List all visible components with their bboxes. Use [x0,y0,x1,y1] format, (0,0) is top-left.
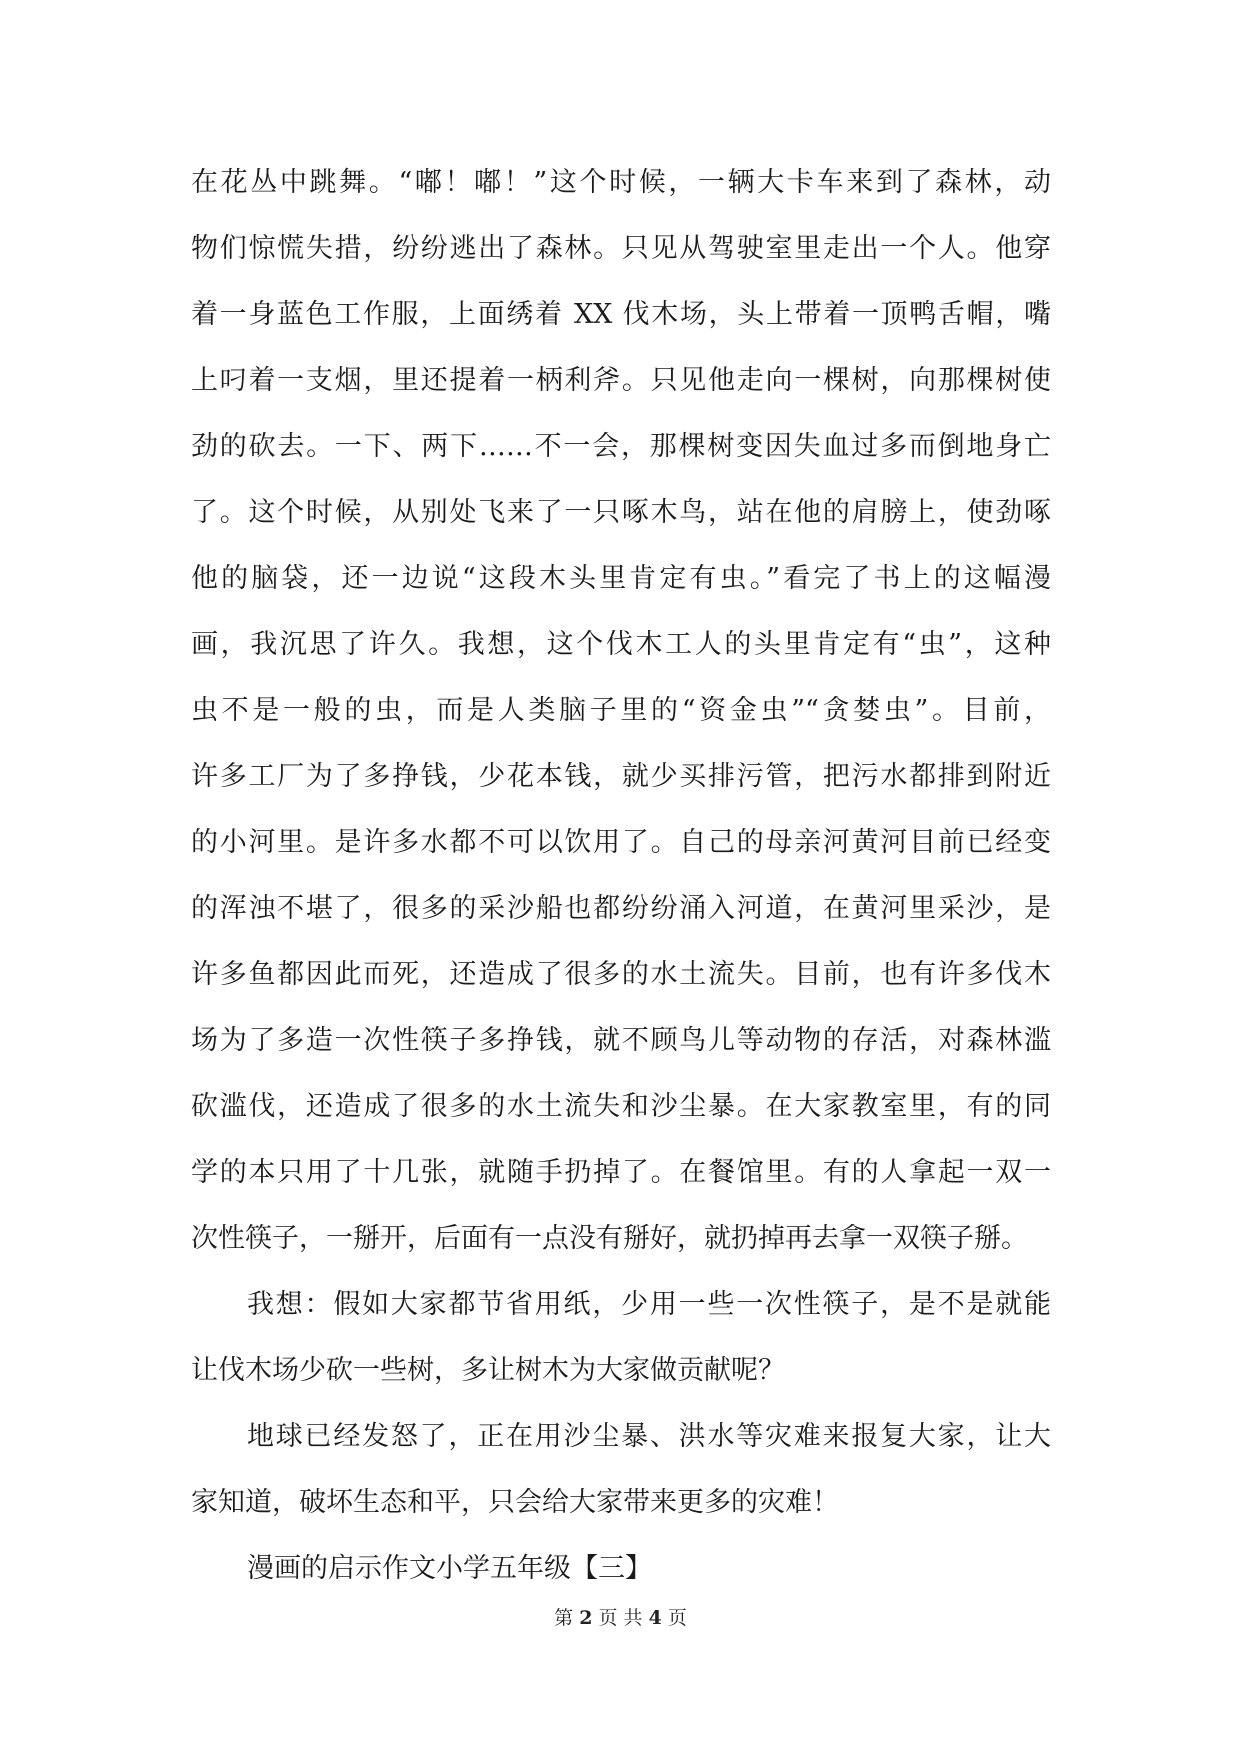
footer-middle: 页 共 [592,1607,649,1629]
total-page-count: 4 [648,1607,662,1629]
text-line: 地球已经发怒了，正在用沙尘暴、洪水等灾难来报复大家，让大 [247,1421,1051,1452]
text-line: 的小河里。是许多水都不可以饮用了。自己的母亲河黄河目前已经变 [191,827,1051,858]
text-line: 上叼着一支烟，里还提着一柄利斧。只见他走向一棵树，向那棵树使 [191,365,1051,396]
footer-suffix: 页 [661,1607,687,1629]
text-line: 许多鱼都因此而死，还造成了很多的水土流失。目前，也有许多伐木 [191,959,1051,990]
footer-prefix: 第 [554,1607,580,1629]
body-text [191,150,1051,1602]
text-line: 学的本只用了十几张，就随手扔掉了。在餐馆里。有的人拿起一双一 [191,1157,1051,1188]
text-line: 画，我沉思了许久。我想，这个伐木工人的头里肯定有“虫”，这种 [191,629,1051,660]
text-line: 家知道，破坏生态和平，只会给大家带来更多的灾难！ [191,1487,839,1518]
text-line: 次性筷子，一掰开，后面有一点没有掰好，就扔掉再去拿一双筷子掰。 [191,1223,1028,1254]
text-line: 着一身蓝色工作服，上面绣着 XX 伐木场，头上带着一顶鸭舌帽，嘴 [191,299,1051,330]
text-line: 我想：假如大家都节省用纸，少用一些一次性筷子，是不是就能 [247,1289,1051,1320]
text-line: 砍滥伐，还造成了很多的水土流失和沙尘暴。在大家教室里，有的同 [191,1091,1051,1122]
text-line: 虫不是一般的虫，而是人类脑子里的“资金虫”“贪婪虫”。目前， [191,695,1051,726]
current-page-number: 2 [579,1607,593,1629]
text-line: 许多工厂为了多挣钱，少花本钱，就少买排污管，把污水都排到附近 [191,761,1051,792]
page-footer [0,1603,1241,1630]
text-line: 劲的砍去。一下、两下……不一会，那棵树变因失血过多而倒地身亡 [191,431,1051,462]
text-line: 物们惊慌失措，纷纷逃出了森林。只见从驾驶室里走出一个人。他穿 [191,233,1051,264]
text-line: 了。这个时候，从别处飞来了一只啄木鸟，站在他的肩膀上，使劲啄 [191,497,1051,528]
text-line: 在花丛中跳舞。“嘟！嘟！”这个时候，一辆大卡车来到了森林，动 [191,167,1051,198]
text-line: 让伐木场少砍一些树，多让树木为大家做贡献呢？ [191,1355,785,1386]
text-line: 场为了多造一次性筷子多挣钱，就不顾鸟儿等动物的存活，对森林滥 [191,1025,1051,1056]
text-line: 漫画的启示作文小学五年级【三】 [247,1553,652,1584]
text-line: 他的脑袋，还一边说“这段木头里肯定有虫。”看完了书上的这幅漫 [191,563,1051,594]
text-line: 的浑浊不堪了，很多的采沙船也都纷纷涌入河道，在黄河里采沙，是 [191,893,1051,924]
